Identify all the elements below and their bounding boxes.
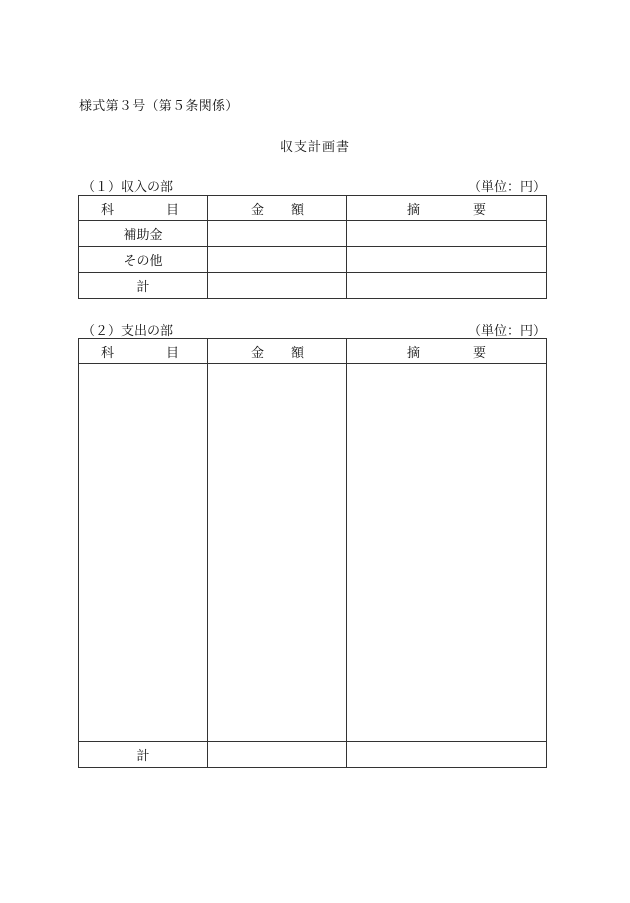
expense-amount-cell[interactable] (208, 364, 347, 742)
income-remarks-cell[interactable] (347, 247, 547, 273)
expense-body-row (79, 364, 547, 742)
header-item (79, 339, 208, 364)
header-item-char-1: 科 (101, 345, 115, 361)
header-amount (208, 196, 347, 221)
header-item-char-2: 目 (165, 202, 179, 218)
expense-total-remarks-cell[interactable] (347, 742, 547, 768)
expense-unit-label: （単位：円） (467, 324, 546, 339)
header-remarks-char-2: 要 (472, 202, 486, 218)
income-total-amount-cell[interactable] (208, 273, 347, 299)
expense-total-label: 計 (79, 742, 208, 768)
income-item-cell: その他 (79, 247, 208, 273)
income-total-remarks-cell[interactable] (347, 273, 547, 299)
expense-remarks-cell[interactable] (347, 364, 547, 742)
header-remarks-char-1: 摘 (407, 345, 421, 361)
form-number: 様式第３号（第５条関係） (79, 99, 239, 114)
income-total-label: 計 (79, 273, 208, 299)
table-row (79, 221, 547, 247)
expense-table (78, 338, 547, 768)
expense-section-title: （２）支出の部 (82, 324, 174, 339)
header-item-char-1: 科 (101, 202, 115, 218)
header-remarks-char-1: 摘 (407, 202, 421, 218)
income-unit-label: （単位：円） (467, 180, 546, 195)
header-amount-char-1: 金 (251, 202, 265, 218)
income-item-cell: 補助金 (79, 221, 208, 247)
income-header-row (79, 196, 547, 221)
document-title: 収支計画書 (279, 140, 350, 155)
header-amount-char-2: 額 (290, 202, 304, 218)
header-item (79, 196, 208, 221)
header-amount (208, 339, 347, 364)
header-amount-char-1: 金 (251, 345, 265, 361)
header-item-char-2: 目 (165, 345, 179, 361)
header-remarks-char-2: 要 (472, 345, 486, 361)
expense-total-row (79, 742, 547, 768)
header-remarks (347, 196, 547, 221)
table-row (79, 273, 547, 299)
expense-header-row (79, 339, 547, 364)
income-amount-cell[interactable] (208, 221, 347, 247)
header-remarks (347, 339, 547, 364)
income-remarks-cell[interactable] (347, 221, 547, 247)
income-section-title: （１）収入の部 (82, 180, 174, 195)
header-amount-char-2: 額 (290, 345, 304, 361)
expense-total-amount-cell[interactable] (208, 742, 347, 768)
expense-item-cell[interactable] (79, 364, 208, 742)
table-row (79, 247, 547, 273)
income-amount-cell[interactable] (208, 247, 347, 273)
income-table (78, 195, 547, 299)
